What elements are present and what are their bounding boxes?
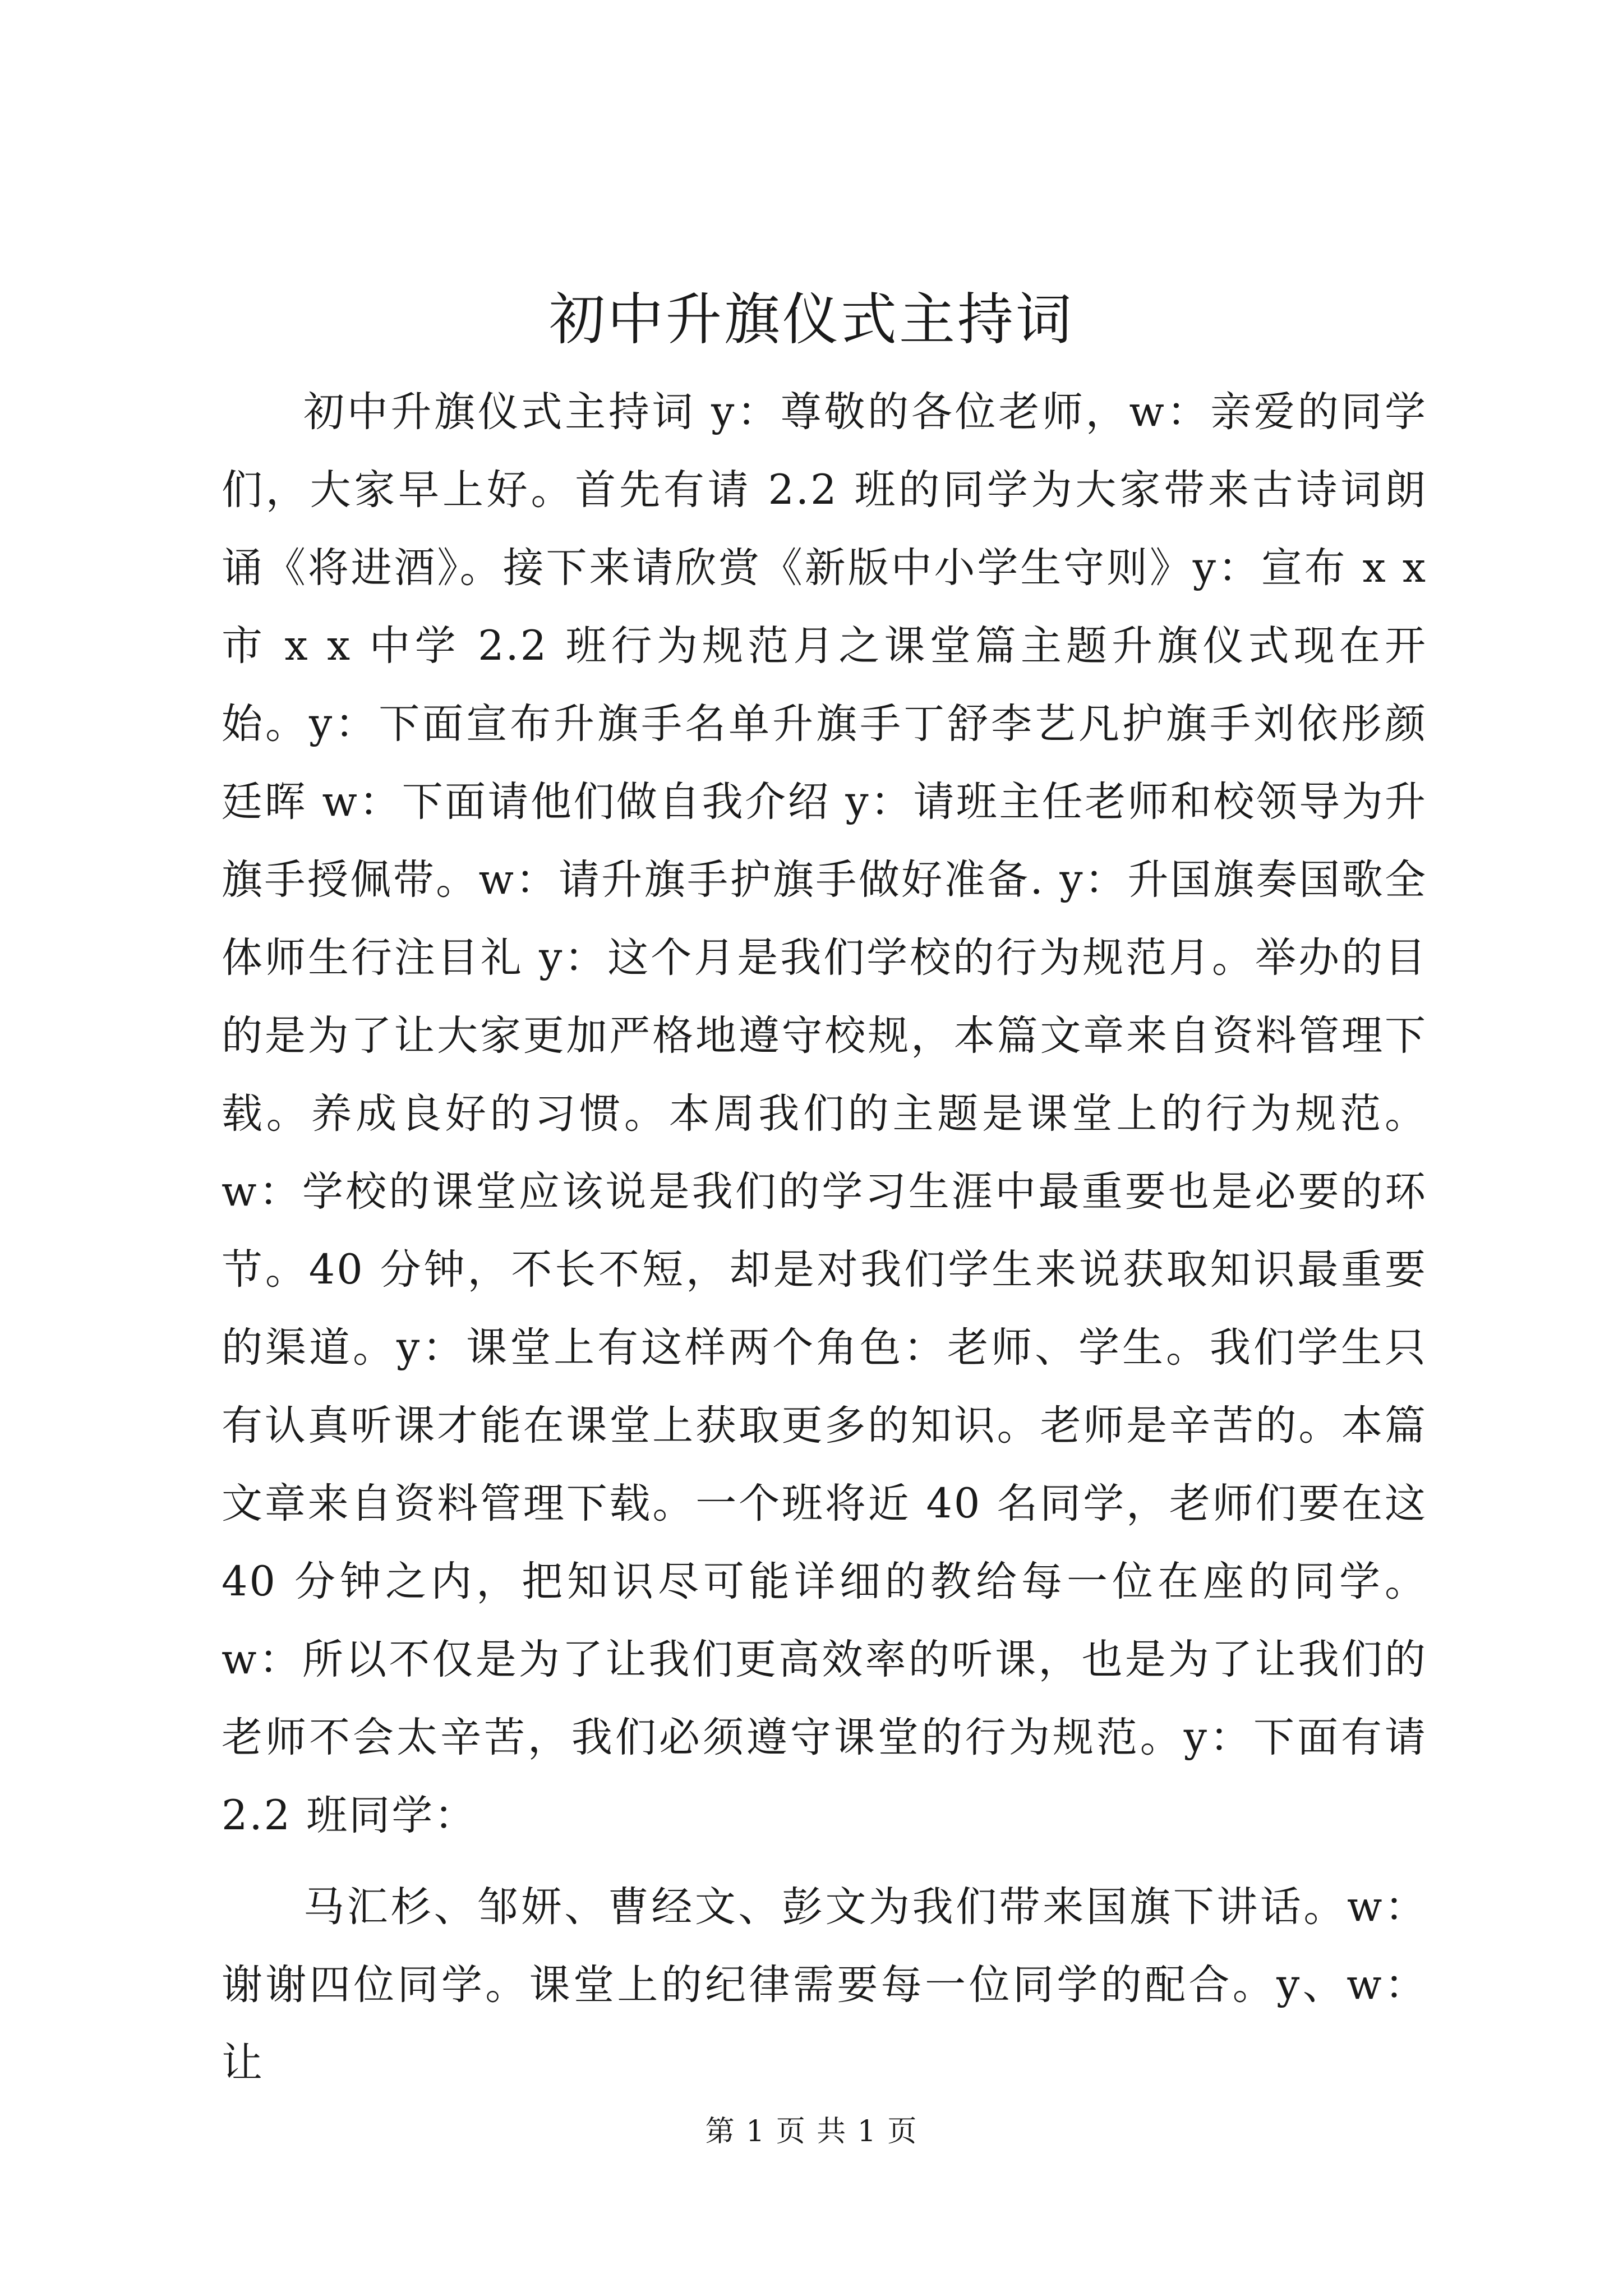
page-footer: 第 1 页 共 1 页 (705, 2115, 918, 2148)
document-title: 初中升旗仪式主持词 (549, 287, 1074, 352)
body-paragraph: 马汇杉、邹妍、曹经文、彭文为我们带来国旗下讲话。w：谢谢四位同学。课堂上的纪律需要每一位同学的配合。y、w：让 (222, 1883, 1427, 2087)
document-body (222, 373, 1427, 2115)
body-paragraph: 初中升旗仪式主持词 y：尊敬的各位老师，w：亲爱的同学们，大家早上好。首先有请 2.2 班的同学为大家带来古诗词朗诵《将进酒》。接下来请欣赏《新版中小学生守则》y：宣布 x x 市 x x 中学 2.2 班行为规范月之课堂篇主题升旗仪式现在开始。y：下面宣布升旗手名单升旗手丁舒李艺凡护旗手刘依彤颜廷晖 w：下面请他们做自我介绍 y：请班主任老师和校领导为升旗手授佩带。w：请升旗手护旗手做好准备. y：升国旗奏国歌全体师生行注目礼 y：这个月是我们学校的行为规范月。举办的目的是为了让大家更加严格地遵守校规，本篇文章来自资料管理下载。养成良好的习惯。本周我们的主题是课堂上的行为规范。w：学校的课堂应该说是我们的学习生涯中最重要也是必要的环节。40 分钟，不长不短，却是对我们学生来说获取知识最重要的渠道。y：课堂上有这样两个角色：老师、学生。我们学生只有认真听课才能在课堂上获取更多的知识。老师是辛苦的。本篇文章来自资料管理下载。一个班将近 40 名同学，老师们要在这 40 分钟之内，把知识尽可能详细的教给每一位在座的同学。w：所以不仅是为了让我们更高效率的听课，也是为了让我们的老师不会太辛苦，我们必须遵守课堂的行为规范。y：下面有请 2.2 班同学： (222, 388, 1427, 1839)
